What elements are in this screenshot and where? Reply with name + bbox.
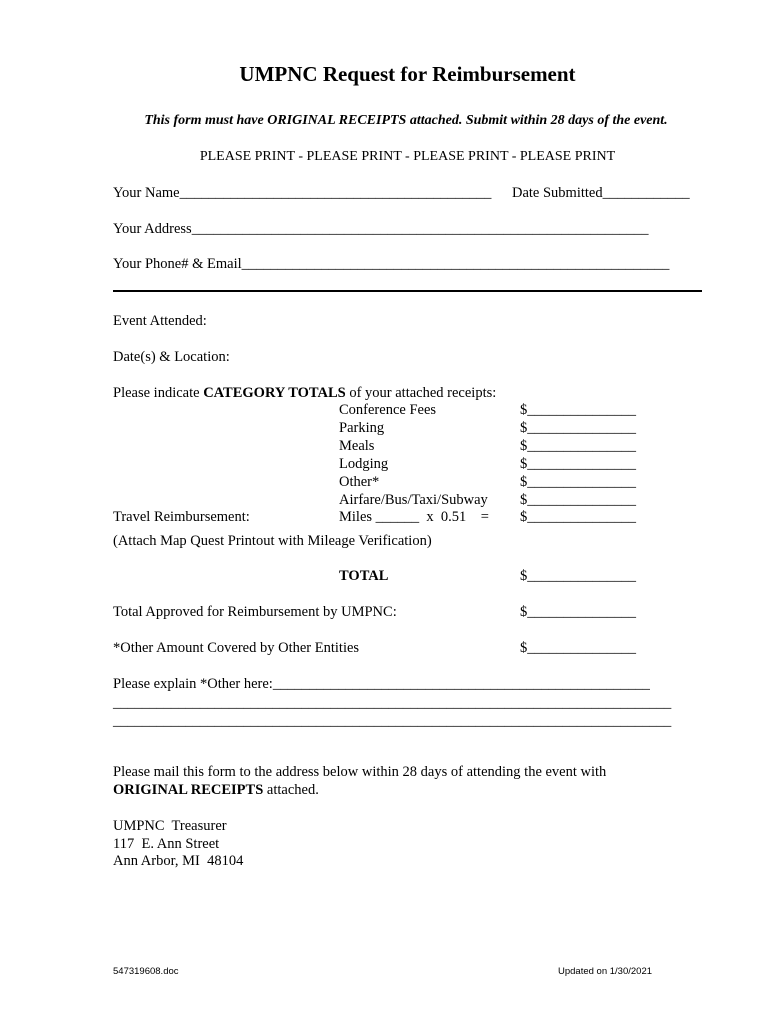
miles-field[interactable]: Miles ______ x 0.51 = xyxy=(339,509,489,525)
explain-other-field[interactable]: Please explain *Other here:____________________________________________________ xyxy=(113,676,650,692)
instruction-text: This form must have ORIGINAL RECEIPTS attached. Submit within 28 days of the event. xyxy=(144,113,668,128)
amount-field-parking[interactable]: $_______________ xyxy=(520,420,636,436)
approved-label: Total Approved for Reimbursement by UMPNC: xyxy=(113,604,397,620)
amount-field-meals[interactable]: $_______________ xyxy=(520,438,636,454)
category-item-other: Other* xyxy=(339,474,380,490)
date-submitted-field[interactable]: Date Submitted____________ xyxy=(512,185,690,201)
explain-line[interactable]: _____________________________________________________________________________ xyxy=(113,713,672,729)
updated-date: Updated on 1/30/2021 xyxy=(558,966,653,977)
category-item-airfare: Airfare/Bus/Taxi/Subway xyxy=(339,492,488,508)
street-address: 117 E. Ann Street xyxy=(113,836,220,852)
amount-field-travel[interactable]: $_______________ xyxy=(520,509,636,525)
amount-field-airfare[interactable]: $_______________ xyxy=(520,492,636,508)
section-divider xyxy=(113,290,702,292)
total-label: TOTAL xyxy=(339,568,389,584)
travel-reimbursement-label: Travel Reimbursement: xyxy=(113,509,250,525)
doc-id: 547319608.doc xyxy=(113,966,179,977)
category-intro-prefix: Please indicate xyxy=(113,385,204,401)
receipts-bold: ORIGINAL RECEIPTS xyxy=(113,782,264,798)
category-item-lodging: Lodging xyxy=(339,456,389,472)
explain-line[interactable]: _____________________________________________________________________________ xyxy=(113,695,672,711)
treasurer-name: UMPNC Treasurer xyxy=(113,818,227,834)
amount-field-total[interactable]: $_______________ xyxy=(520,568,636,584)
event-attended-label: Event Attended: xyxy=(113,313,207,329)
city-state-zip: Ann Arbor, MI 48104 xyxy=(113,853,244,869)
amount-field-lodging[interactable]: $_______________ xyxy=(520,456,636,472)
print-notice: PLEASE PRINT - PLEASE PRINT - PLEASE PRINT - PLEASE PRINT xyxy=(199,149,616,164)
amount-field-conference-fees[interactable]: $_______________ xyxy=(520,402,636,418)
mail-instruction-rest: attached. xyxy=(263,782,319,798)
mail-instruction-line2 xyxy=(113,781,319,799)
other-entities-label: *Other Amount Covered by Other Entities xyxy=(113,640,360,656)
category-item-parking: Parking xyxy=(339,420,385,436)
category-item-meals: Meals xyxy=(339,438,375,454)
mail-instruction: Please mail this form to the address below within 28 days of attending the event with xyxy=(113,764,607,780)
category-intro-suffix: of your attached receipts: xyxy=(345,385,497,401)
dates-location-label: Date(s) & Location: xyxy=(113,349,230,365)
category-intro-bold: CATEGORY TOTALS xyxy=(203,385,346,401)
category-item-conference-fees: Conference Fees xyxy=(339,402,437,418)
map-quest-note: (Attach Map Quest Printout with Mileage Verification) xyxy=(113,533,432,549)
amount-field-approved[interactable]: $_______________ xyxy=(520,604,636,620)
category-intro xyxy=(113,384,496,402)
address-field[interactable]: Your Address_______________________________________________________________ xyxy=(113,221,649,237)
amount-field-other-entities[interactable]: $_______________ xyxy=(520,640,636,656)
phone-email-field[interactable]: Your Phone# & Email___________________________________________________________ xyxy=(113,256,670,272)
name-field[interactable]: Your Name___________________________________________ xyxy=(113,185,492,201)
page-title: UMPNC Request for Reimbursement xyxy=(239,62,576,86)
amount-field-other[interactable]: $_______________ xyxy=(520,474,636,490)
